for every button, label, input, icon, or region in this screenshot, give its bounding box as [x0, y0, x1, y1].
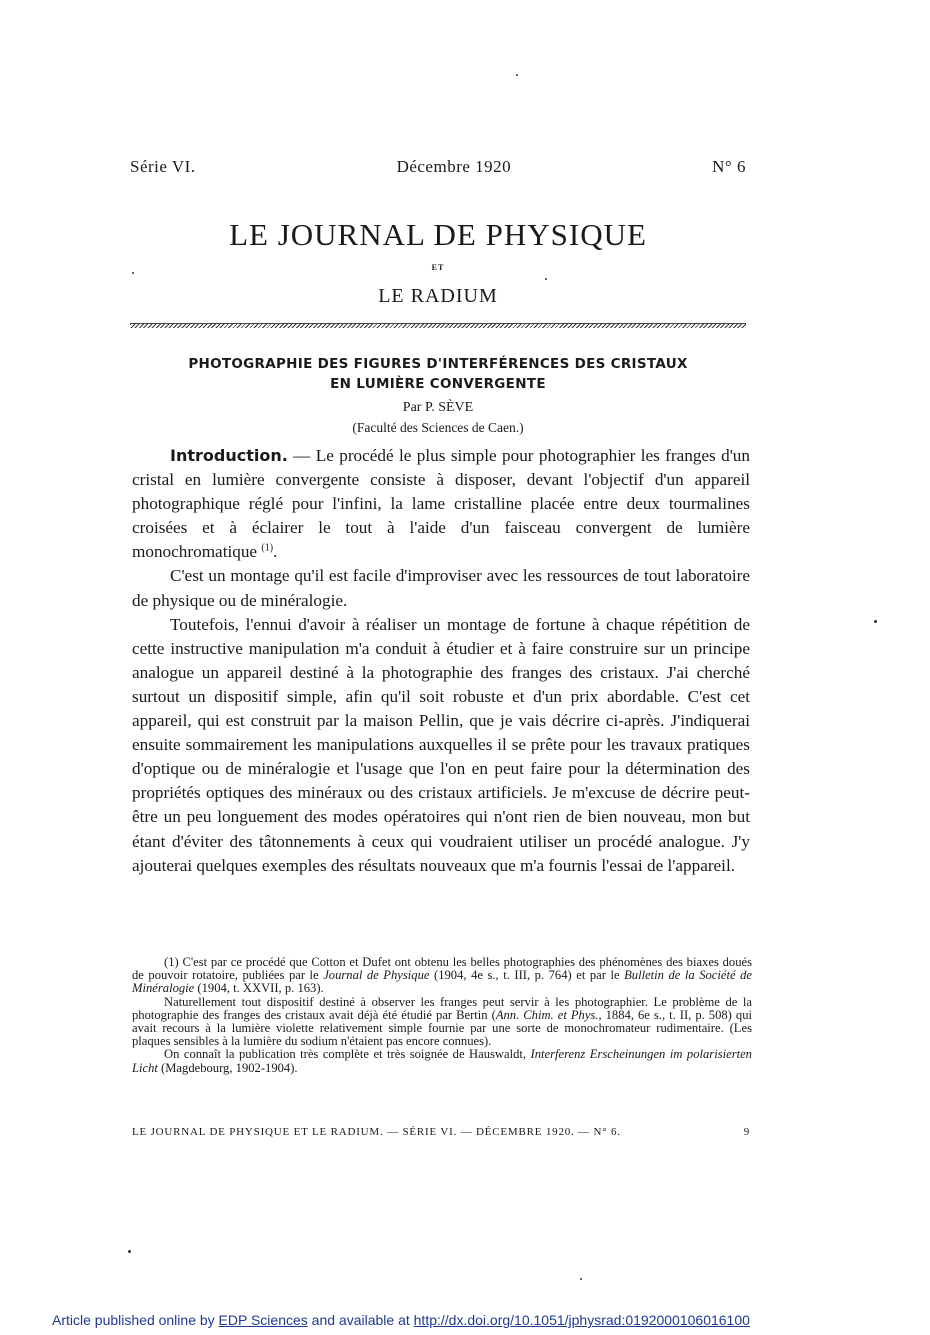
author-affiliation: (Faculté des Sciences de Caen.)	[352, 420, 524, 435]
paragraph-1-end: .	[273, 542, 278, 562]
doi-link[interactable]: http://dx.doi.org/10.1051/jphysrad:0192000106016100	[413, 1312, 750, 1328]
scan-speck	[874, 620, 877, 623]
series-label: Série VI.	[130, 157, 196, 176]
paragraph-3: Toutefois, l'ennui d'avoir à réaliser un montage de fortune à chaque répétition de cette instructive manipulation m'a conduit à étudier et à faire construire sur un principe analogue un appareil destiné à la photographie des franges des cristaux. J'ai cherché surtout un dispositif simple, afin qu'il soit robuste et d'un prix abordable. C'est cet appareil, qui est construit par la maison Pellin, que je vais décrire ci-après. J'indiquerai ensuite sommairement les manipulations auxquelles il se prête pour les travaux pratiques d'optique ou de minéralogie et l'usage que l'on en peut faire pour la détermination des propriétés optiques des minéraux ou des cristaux artificiels. Je m'excuse de décrire peut-être un peu longuement des modes opératoires qui n'ont rien de bien nouveau, mon but étant d'éviter des tâtonnements à ceux qui voudraient utiliser un procédé analogue. J'y ajouterai quelques exemples des résultats nouveaux que m'a fournis l'essai de l'appareil.	[132, 614, 750, 875]
paragraph-2: C'est un montage qu'il est facile d'improviser avec les ressources de tout laboratoire de physique ou de minéralogie.	[132, 566, 750, 610]
footnote-1-text-b: (1904, 4e s., t. III, p. 764) et par le	[429, 968, 625, 983]
footnote-1	[132, 956, 752, 996]
scan-speck	[580, 1278, 582, 1280]
scan-speck	[545, 278, 547, 280]
paragraph-introduction	[132, 444, 750, 564]
footnote-3-text-a: On connaît la publication très complète et très soignée de Hauswaldt,	[164, 1047, 531, 1062]
article-title-line-1: PHOTOGRAPHIE DES FIGURES D'INTERFÉRENCES DES CRISTAUX	[188, 356, 688, 372]
issue-date: Décembre 1920	[396, 157, 512, 176]
page-number: 9	[743, 1126, 750, 1138]
footnote-3-text-b: (Magdebourg, 1902-1904).	[157, 1060, 298, 1075]
publisher-bar	[52, 1312, 882, 1328]
journal-subtitle: LE RADIUM	[378, 285, 498, 307]
footnote-2-reference: Ann. Chim. et Phys.	[495, 1007, 599, 1022]
paragraph-1-text: — Le procédé le plus simple pour photographier les franges d'un cristal en lumière convergente consiste à disposer, devant l'objectif d'un appareil photographique réglé pour l'infini, la lame cristalline placée entre deux tourmalines croisées et à éclairer le tout à l'aide d'un faisceau convergent de lumière monochromatique	[132, 446, 750, 562]
footnote-2-text-a: Naturellement tout dispositif destiné à observer les franges peut servir à les photographier. Le problème de la photographie des franges des cristaux avait déjà été étudié par Bertin (	[132, 994, 752, 1022]
edp-sciences-link[interactable]: EDP Sciences	[218, 1312, 308, 1328]
running-head	[130, 157, 746, 177]
footnote-2-text-b: , 1884, 6e s., t. II, p. 508) qui avait recours à la lumière violette relativement simple fournie par une sorte de monochromateur rudimentaire. (Les plaques sensibles à la lumière du sodium n'étaient pas encore connues).	[132, 1007, 752, 1049]
footnote-1-text-c: (1904, t. XXVII, p. 163).	[194, 981, 324, 996]
footnote-2	[132, 996, 752, 1049]
footnotes	[132, 956, 752, 1075]
section-heading-introduction: Introduction.	[170, 446, 288, 465]
journal-conjunction: ET	[431, 263, 445, 272]
publisher-prefix: Article published online by	[52, 1312, 219, 1328]
footnote-3-reference: Interferenz Erscheinungen im polarisierten Licht	[132, 1047, 752, 1075]
footnote-1-bulletin: Bulletin de la Société de Minéralogie	[132, 968, 752, 996]
footnote-3	[132, 1048, 752, 1074]
footnote-ref-1[interactable]: (1)	[261, 542, 274, 554]
journal-title: LE JOURNAL DE PHYSIQUE	[229, 217, 647, 252]
article-body	[132, 444, 750, 878]
article-title	[130, 354, 746, 394]
scan-speck	[132, 272, 134, 274]
author-line: Par P. SÈVE	[402, 400, 474, 415]
scan-speck	[516, 74, 518, 76]
page-footer	[132, 1126, 750, 1138]
footnote-1-journal: Journal de Physique	[323, 968, 430, 983]
ornamental-rule	[130, 323, 746, 328]
footer-citation: LE JOURNAL DE PHYSIQUE ET LE RADIUM. — SÉRIE VI. — DÉCEMBRE 1920. — N° 6.	[132, 1126, 621, 1138]
publisher-middle: and available at	[307, 1312, 414, 1328]
article-title-line-2: EN LUMIÈRE CONVERGENTE	[330, 376, 546, 392]
issue-number: N° 6	[712, 157, 746, 176]
scan-speck	[128, 1250, 131, 1253]
footnote-1-text-a: (1) C'est par ce procédé que Cotton et Dufet ont obtenu les belles photographies des phénomènes des biaxes doués de pouvoir rotatoire, publiées par le	[132, 955, 752, 983]
